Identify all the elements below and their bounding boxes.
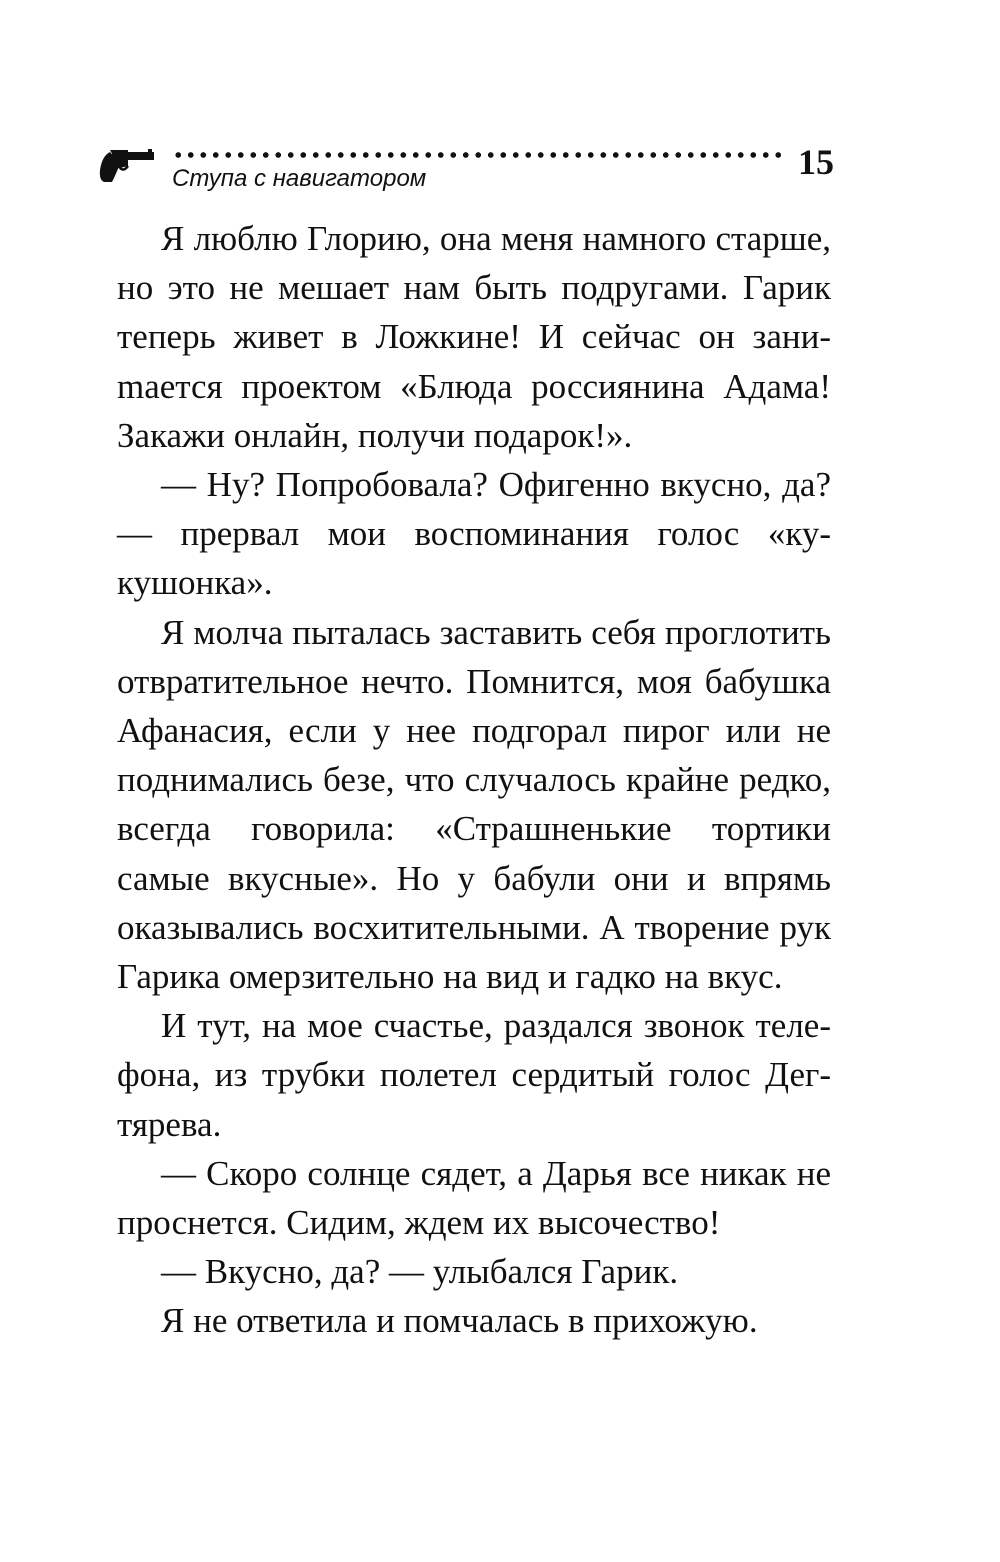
paragraph: — Вкусно, да? — улыбался Гарик. bbox=[161, 1252, 679, 1292]
paragraph: — Скоро солнце сядет, а Дарья все никак не проснется. Сидим, ждем их высочество! bbox=[117, 1153, 831, 1243]
body-text bbox=[117, 214, 831, 1346]
paragraph: — Ну? Попробовала? Офигенно вкусно, да? — прервал мои воспоминания голос «кукушонка». bbox=[117, 465, 831, 603]
revolver-icon bbox=[98, 146, 154, 186]
paragraph: Я не ответила и помчалась в прихожую. bbox=[161, 1301, 758, 1341]
paragraph: Я молча пыталась заставить себя проглотить отвратительное нечто. Помнится, моя бабушка Афанасия, если у нее подгорал пирог или не поднимались безе, что случалось крайне редко, всегда говорила: «Страшненькие тортики самые вкусные». Но у бабули они и впрямь оказывались восхитительными. А творение рук Гарика омерзительно на вид и гадко на вкус. bbox=[117, 612, 831, 997]
page-header bbox=[0, 0, 1000, 200]
header-dotted-rule bbox=[172, 152, 782, 158]
page-number: 15 bbox=[798, 142, 834, 182]
running-title: Ступа с навигатором bbox=[172, 165, 427, 192]
paragraph: Я люблю Глорию, она меня намного старше, но это не мешает нам быть подругами. Гарик теперь живет в Ложкине! И сейчас он заниmается проектом «Блюда россиянина Адама! Закажи онлайн, получи подарок!». bbox=[117, 219, 831, 455]
paragraph: И тут, на мое счастье, раздался звонок телефона, из трубки полетел сердитый голос Дегтярева. bbox=[117, 1006, 831, 1144]
